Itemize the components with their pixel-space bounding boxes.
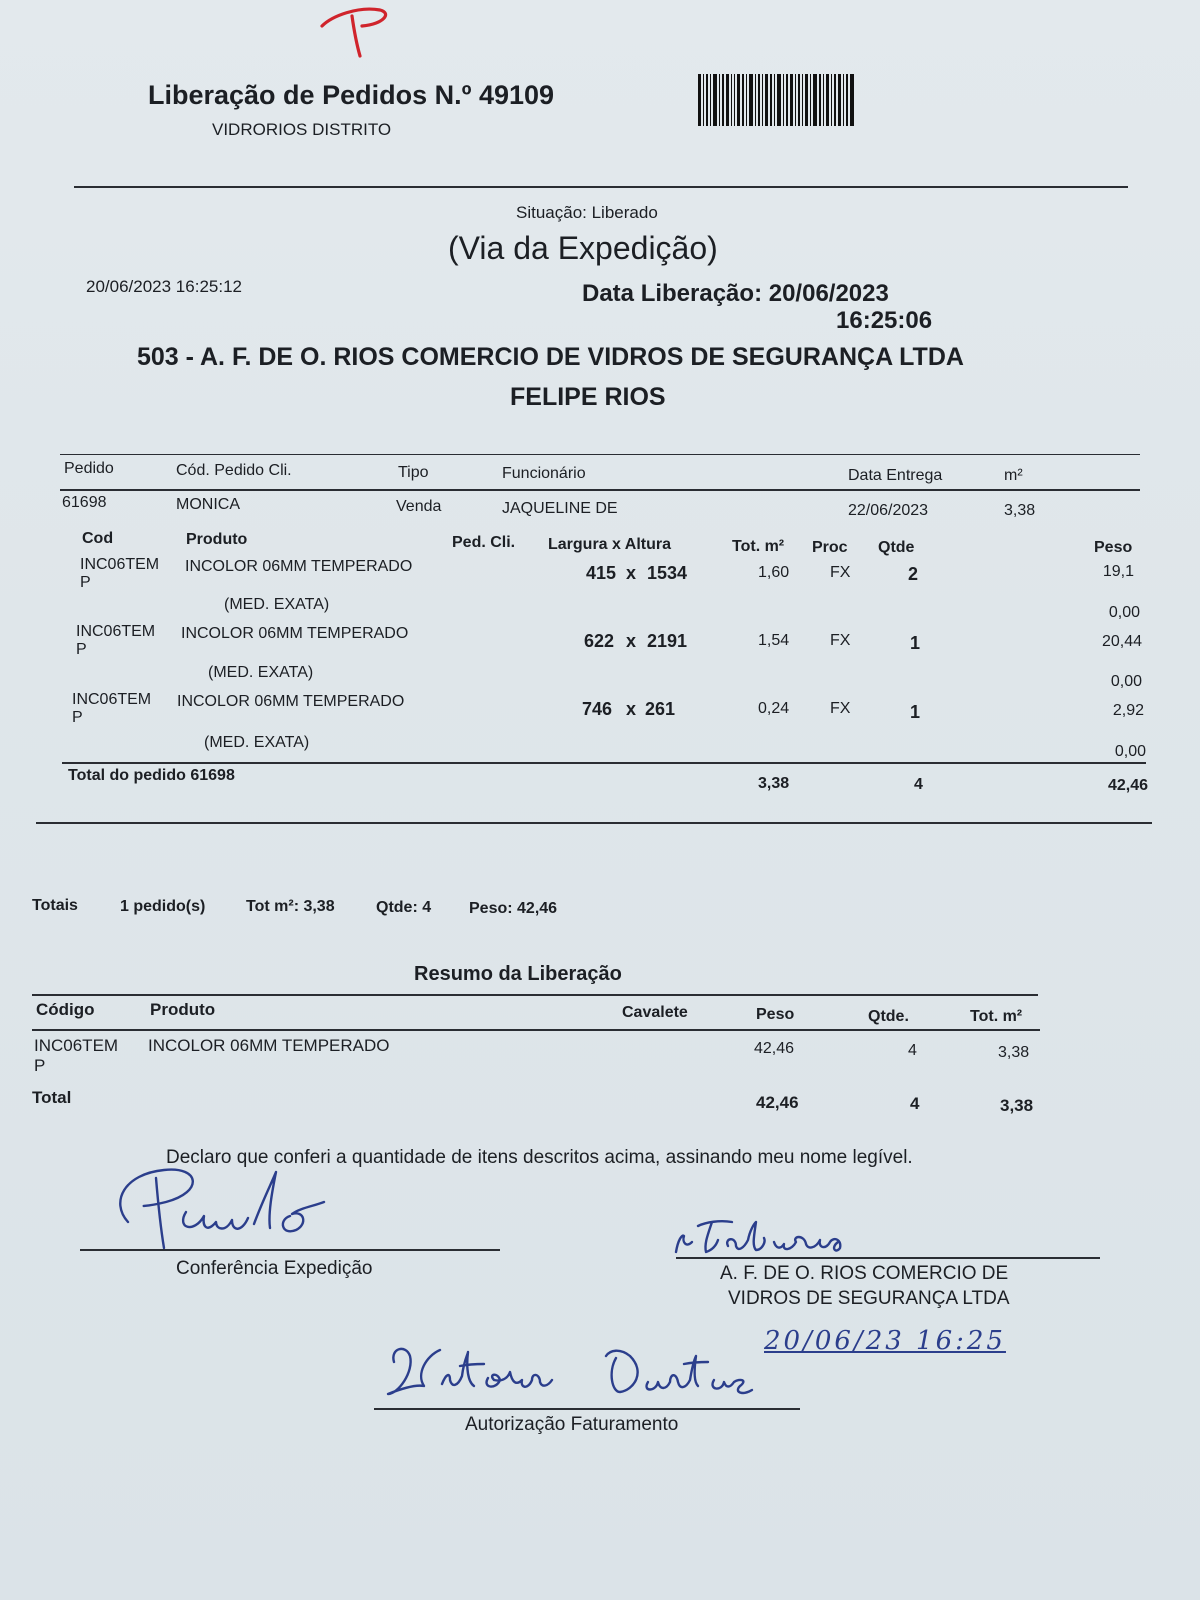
autorizacao-label: Autorização Faturamento [465, 1414, 679, 1435]
order-total-label: Total do pedido 61698 [68, 767, 235, 784]
order-total-peso: 42,46 [1107, 777, 1148, 794]
summary-top-rule [32, 994, 1038, 996]
summary-col-tot-m2: Tot. m² [970, 1008, 1023, 1025]
item-note: (MED. EXATA) [208, 664, 314, 681]
order-total-m2: 3,38 [758, 775, 790, 792]
item-col-peso: Peso [1094, 539, 1133, 556]
item-note: (MED. EXATA) [204, 734, 310, 751]
conferencia-signature-line [80, 1249, 500, 1251]
item-largura: 746 [581, 699, 612, 719]
conferencia-label: Conferência Expedição [176, 1258, 373, 1279]
client-contact: FELIPE RIOS [510, 383, 666, 411]
item-peso: 20,44 [1101, 633, 1142, 650]
company-name-line2: VIDROS DE SEGURANÇA LTDA [728, 1288, 1010, 1309]
col-m2: m² [1004, 467, 1023, 484]
signature-autorizacao [384, 1338, 764, 1408]
item-produto: INCOLOR 06MM TEMPERADO [185, 558, 413, 575]
item-note-peso: 0,00 [1114, 743, 1146, 760]
totals-qtde: Qtde: 4 [376, 899, 432, 916]
item-largura: 415 [585, 563, 616, 583]
item-tot-m2: 0,24 [758, 700, 790, 717]
order-table-top-rule [60, 454, 1140, 455]
declaration-text: Declaro que conferi a quantidade de itens descritos acima, assinando meu nome legível. [166, 1147, 913, 1168]
order-pedido: 61698 [62, 494, 107, 511]
summary-title: Resumo da Liberação [414, 963, 622, 985]
order-data-entrega: 22/06/2023 [848, 502, 929, 519]
item-altura: 1534 [647, 563, 688, 583]
item-x: x [626, 631, 637, 651]
totals-peso: Peso: 42,46 [469, 900, 558, 917]
summary-produto: INCOLOR 06MM TEMPERADO [148, 1036, 390, 1055]
summary-codigo-suffix: P [34, 1056, 46, 1075]
item-x: x [626, 563, 637, 583]
signature-conferencia [104, 1162, 364, 1252]
item-note-peso: 0,00 [1108, 604, 1140, 621]
company-subtitle: VIDRORIOS DISTRITO [212, 120, 392, 139]
item-produto: INCOLOR 06MM TEMPERADO [177, 693, 405, 710]
order-funcionario: JAQUELINE DE [502, 500, 618, 517]
item-produto: INCOLOR 06MM TEMPERADO [181, 625, 409, 642]
order-cod-cli: MONICA [176, 496, 240, 513]
item-cod-suffix: P [76, 641, 87, 658]
item-qtde: 1 [910, 633, 921, 653]
item-col-largura-altura: Largura x Altura [548, 536, 671, 553]
item-tot-m2: 1,54 [758, 632, 790, 649]
summary-col-peso: Peso [756, 1006, 795, 1023]
company-name-line1: A. F. DE O. RIOS COMERCIO DE [720, 1263, 1009, 1284]
totals-pedidos: 1 pedido(s) [120, 898, 206, 915]
item-cod: INC06TEM [80, 556, 160, 573]
release-time: 16:25:06 [836, 307, 933, 334]
col-funcionario: Funcionário [502, 465, 586, 482]
summary-total-tot-m2: 3,38 [1000, 1096, 1034, 1115]
item-note-peso: 0,00 [1110, 673, 1142, 690]
status-text: Situação: Liberado [516, 203, 658, 222]
totals-label: Totais [32, 897, 78, 914]
order-header-rule [60, 489, 1140, 491]
item-proc: FX [830, 632, 851, 649]
item-note: (MED. EXATA) [224, 596, 330, 613]
item-peso: 19,1 [1102, 563, 1134, 580]
summary-codigo: INC06TEM [34, 1036, 119, 1055]
summary-col-codigo: Código [36, 1000, 95, 1019]
item-altura: 261 [645, 699, 676, 719]
company-signature-line [676, 1257, 1100, 1259]
handwritten-date: 20/06/23 16:25 [764, 1326, 1006, 1356]
item-qtde: 1 [910, 702, 921, 722]
autorizacao-signature-line [374, 1408, 800, 1410]
order-m2: 3,38 [1004, 502, 1036, 519]
summary-tot-m2: 3,38 [998, 1044, 1030, 1061]
item-proc: FX [830, 564, 851, 581]
item-altura: 2191 [647, 631, 688, 651]
item-col-proc: Proc [812, 539, 848, 556]
client-name: 503 - A. F. DE O. RIOS COMERCIO DE VIDROS DE SEGURANÇA LTDA [137, 343, 964, 371]
summary-total-label: Total [32, 1088, 72, 1107]
signature-company [672, 1212, 882, 1258]
item-col-tot-m2: Tot. m² [732, 538, 785, 555]
item-largura: 622 [583, 631, 614, 651]
item-cod-suffix: P [72, 709, 83, 726]
item-peso: 2,92 [1112, 702, 1144, 719]
summary-total-peso: 42,46 [756, 1093, 799, 1112]
order-total-qtde: 4 [914, 776, 923, 793]
item-cod: INC06TEM [72, 691, 152, 708]
order-section-divider [36, 822, 1152, 824]
summary-qtde: 4 [908, 1042, 917, 1059]
item-proc: FX [830, 700, 851, 717]
via-title: (Via da Expedição) [448, 230, 718, 266]
summary-header-rule [32, 1029, 1040, 1031]
col-data-entrega: Data Entrega [848, 467, 943, 484]
printed-timestamp: 20/06/2023 16:25:12 [86, 277, 242, 296]
header-divider [74, 186, 1128, 188]
item-x: x [626, 699, 637, 719]
item-col-produto: Produto [186, 531, 248, 548]
col-cod-pedido-cli: Cód. Pedido Cli. [176, 462, 292, 479]
page-title: Liberação de Pedidos N.º 49109 [148, 80, 555, 110]
totals-m2: Tot m²: 3,38 [246, 898, 335, 915]
summary-total-qtde: 4 [910, 1094, 920, 1113]
item-col-cod: Cod [82, 530, 114, 547]
item-cod: INC06TEM [76, 623, 156, 640]
col-pedido: Pedido [64, 460, 114, 477]
order-tipo: Venda [396, 498, 442, 515]
order-total-rule [62, 762, 1146, 764]
item-col-qtde: Qtde [878, 539, 915, 556]
item-tot-m2: 1,60 [758, 564, 790, 581]
barcode [698, 74, 882, 126]
item-qtde: 2 [908, 564, 919, 584]
summary-peso: 42,46 [754, 1040, 795, 1057]
col-tipo: Tipo [398, 464, 429, 481]
summary-col-produto: Produto [150, 1000, 216, 1019]
summary-col-qtde: Qtde. [868, 1008, 909, 1025]
summary-col-cavalete: Cavalete [622, 1004, 688, 1021]
release-date: Data Liberação: 20/06/2023 [582, 280, 889, 307]
red-p-mark [318, 4, 398, 60]
item-col-ped-cli: Ped. Cli. [452, 534, 516, 551]
item-cod-suffix: P [80, 574, 91, 591]
